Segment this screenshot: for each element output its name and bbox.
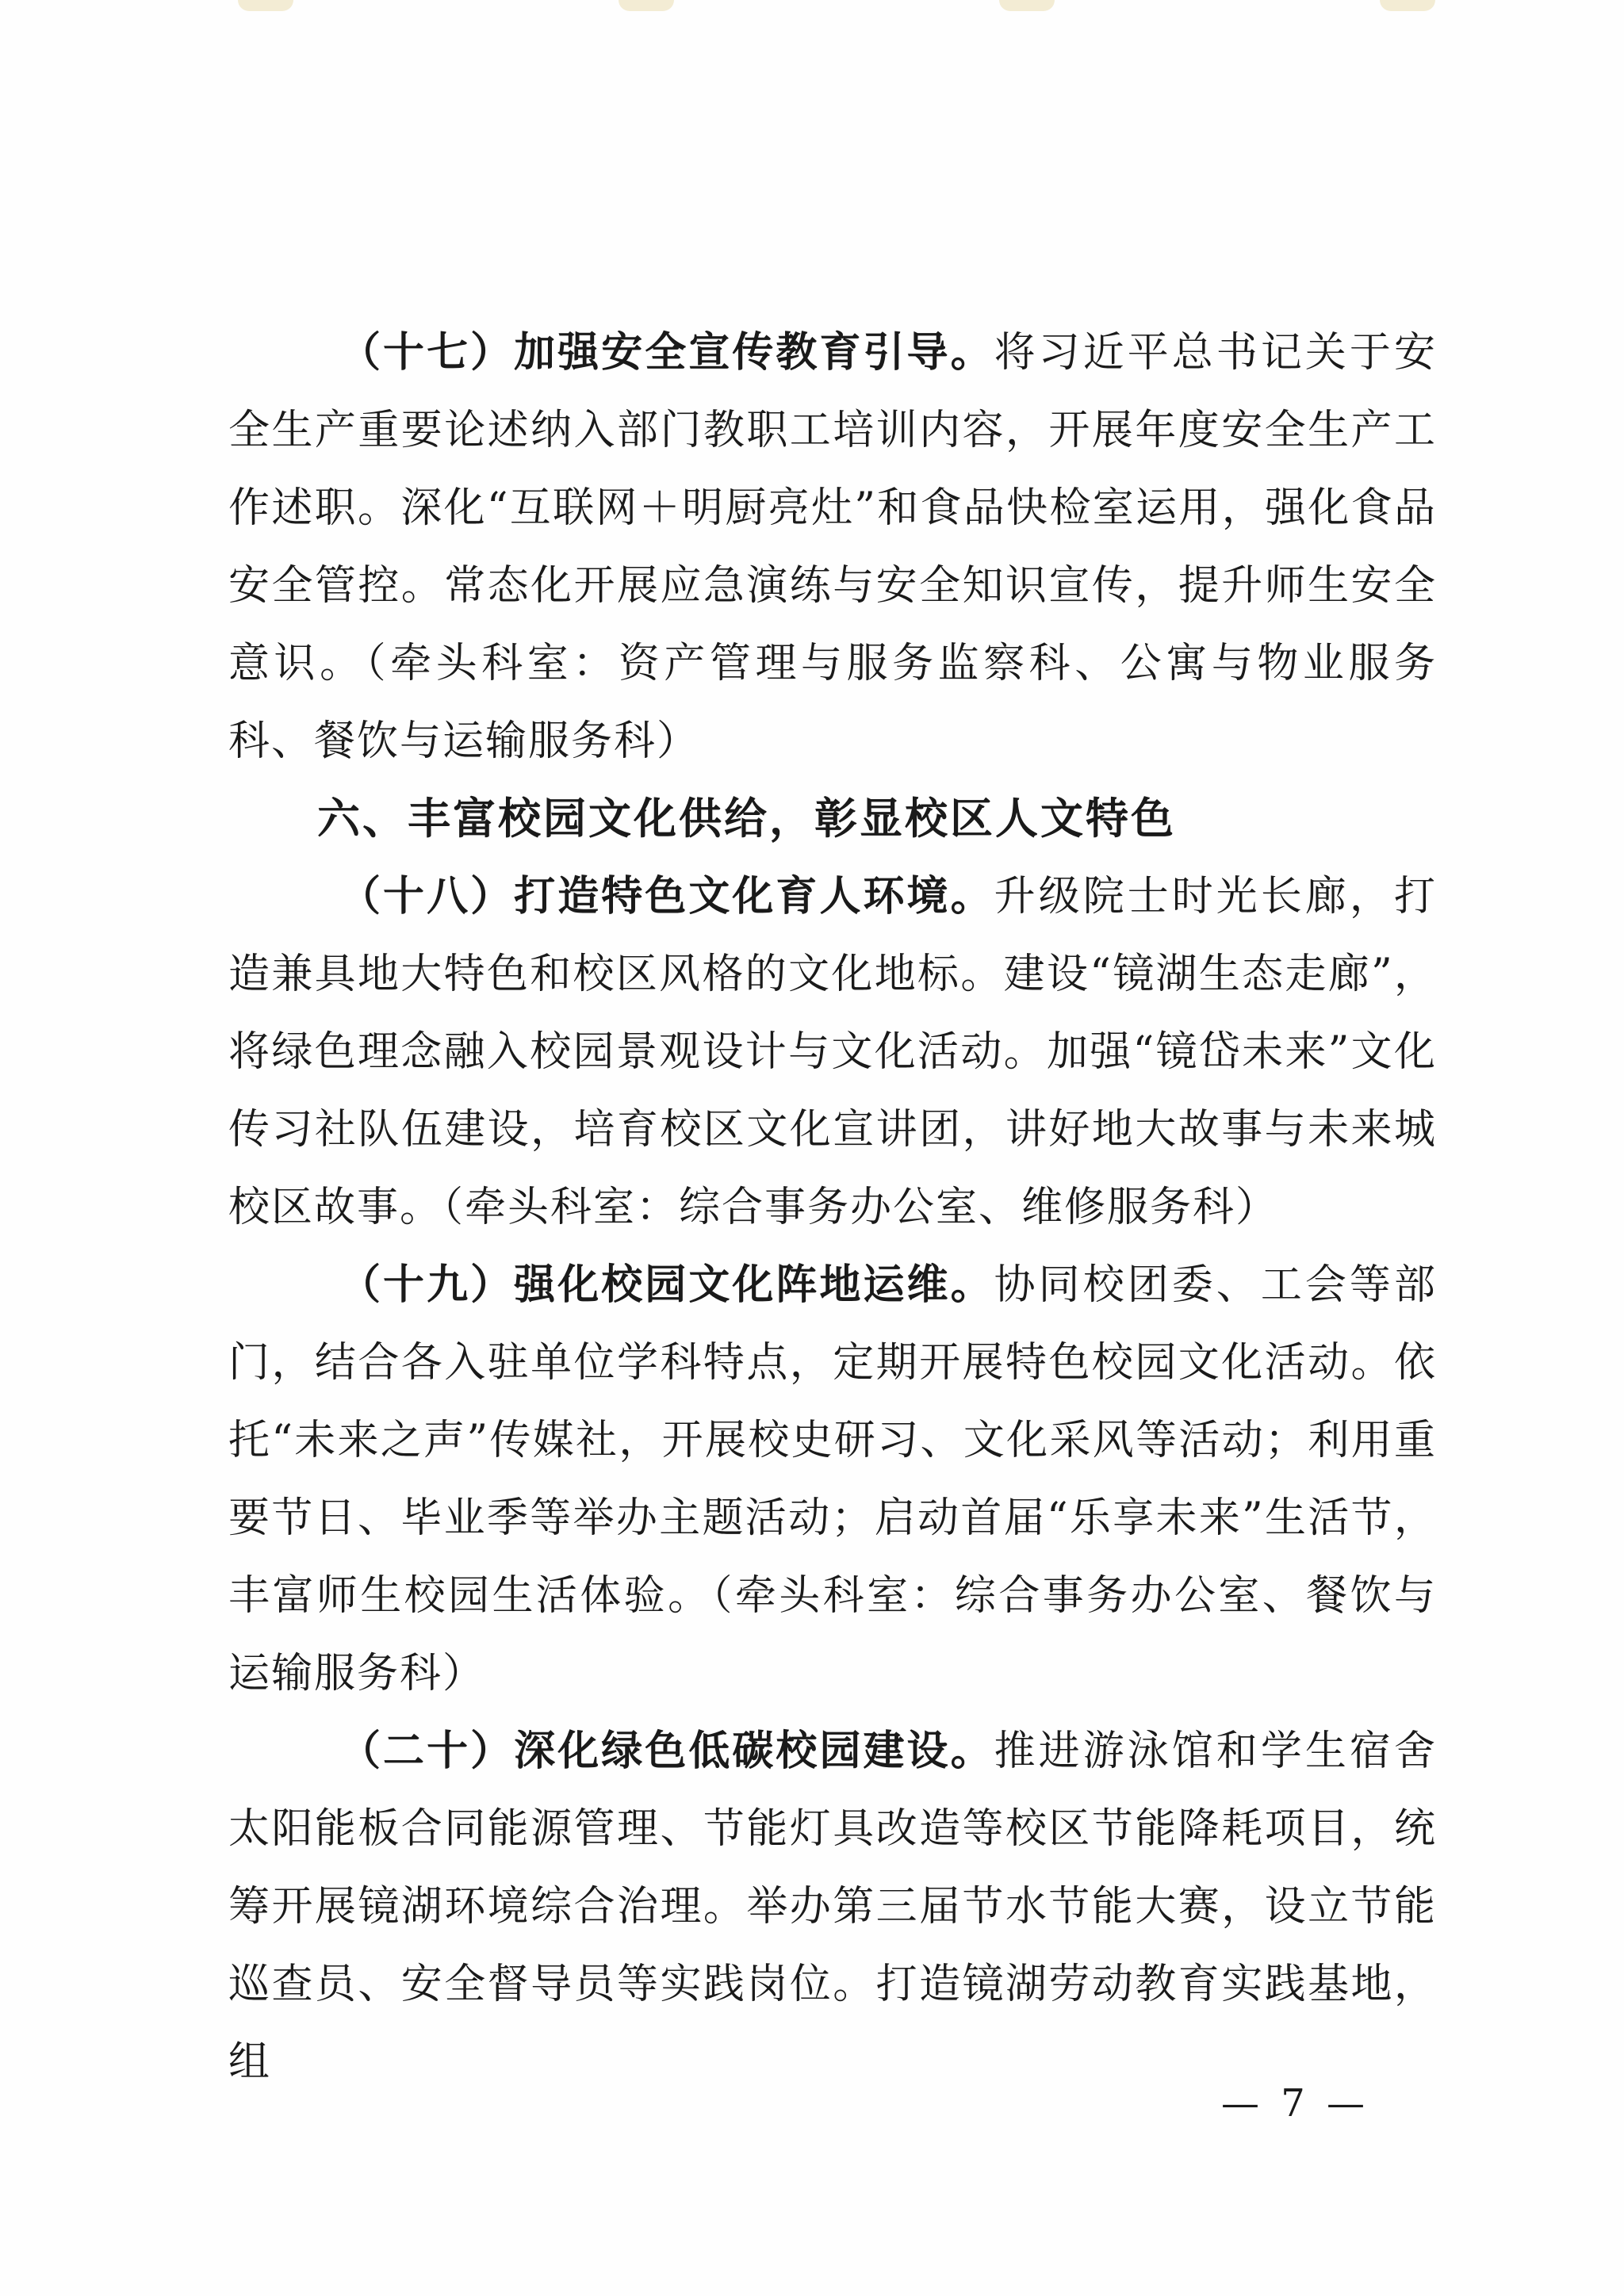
page-number: — 7 — (1221, 2081, 1370, 2126)
item-text: 升级院士时光长廊，打造兼具地大特色和校区风格的文化地标。建设“镜湖生态走廊”，将绿色理念融入校园景观设计与文化活动。加强“镜岱未来”文化传习社队伍建设，培育校区文化宣讲团，讲好地大故事与未来城校区故事。（牵头科室：综合事务办公室、维修服务科） (228, 873, 1437, 1231)
section-heading: 六、丰富校园文化供给，彰显校区人文特色 (317, 794, 1176, 844)
item-lead: （十七）加强安全宣传教育引导。 (339, 329, 994, 377)
paragraph-item-20 (228, 1712, 1437, 2101)
paragraph-item-17 (228, 314, 1437, 780)
document-body (228, 314, 1437, 2101)
item-lead: （二十）深化绿色低碳校园建设。 (339, 1728, 994, 1775)
item-lead: （十九）强化校园文化阵地运维。 (339, 1261, 994, 1309)
binding-mark (619, 0, 674, 11)
paragraph-item-19 (228, 1246, 1437, 1712)
item-text: 将习近平总书记关于安全生产重要论述纳入部门教职工培训内容，开展年度安全生产工作述职。深化“互联网＋明厨亮灶”和食品快检室运用，强化食品安全管控。常态化开展应急演练与安全知识宣传，提升师生安全意识。（牵头科室：资产管理与服务监察科、公寓与物业服务科、餐饮与运输服务科） (228, 329, 1437, 765)
binding-mark (999, 0, 1055, 11)
item-text: 协同校团委、工会等部门，结合各入驻单位学科特点，定期开展特色校园文化活动。依托“未来之声”传媒社，开展校史研习、文化采风等活动；利用重要节日、毕业季等举办主题活动；启动首届“乐享未来”生活节，丰富师生校园生活体验。（牵头科室：综合事务办公室、餐饮与运输服务科） (228, 1261, 1437, 1697)
item-lead: （十八）打造特色文化育人环境。 (339, 873, 994, 920)
item-text: 推进游泳馆和学生宿舍太阳能板合同能源管理、节能灯具改造等校区节能降耗项目，统筹开展镜湖环境综合治理。举办第三届节水节能大赛，设立节能巡查员、安全督导员等实践岗位。打造镜湖劳动教育实践基地，组 (228, 1728, 1437, 2086)
binding-mark (1380, 0, 1435, 11)
paragraph-item-18 (228, 858, 1437, 1246)
binding-mark (238, 0, 293, 11)
